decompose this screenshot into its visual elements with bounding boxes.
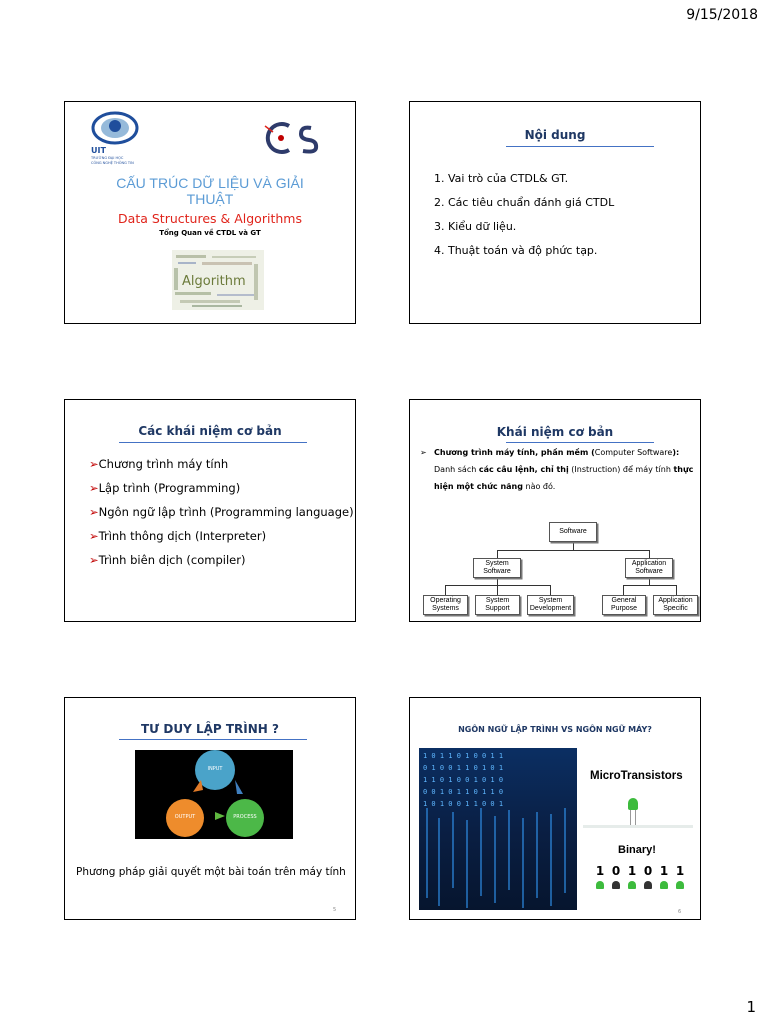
page-number: 1 — [746, 998, 756, 1016]
svg-text:1 0 1 0 0 1 1 0 0 1: 1 0 1 0 0 1 1 0 0 1 — [423, 800, 504, 808]
list-item: 1. Vai trò của CTDL& GT. — [434, 172, 569, 185]
system-development-node: System Development — [527, 595, 574, 615]
general-purpose-node: General Purpose — [602, 595, 646, 615]
output-label: OUTPUT — [174, 814, 196, 820]
system-software-node: System Software — [473, 558, 521, 578]
uit-logo — [89, 108, 145, 168]
wordcloud-algorithm-word: Algorithm — [182, 274, 246, 289]
connector-line — [497, 550, 649, 551]
uit-logo-text: UIT — [91, 146, 106, 155]
arrow-bullet-icon: ➢ — [89, 553, 99, 567]
application-software-node: Application Software — [625, 558, 673, 578]
system-support-node: System Support — [475, 595, 520, 615]
list-item: 2. Các tiêu chuẩn đánh giá CTDL — [434, 196, 615, 209]
slide-2-contents — [409, 101, 701, 324]
list-item: ➢Ngôn ngữ lập trình (Programming language) — [89, 505, 354, 519]
slide-3-heading: Các khái niệm cơ bản — [138, 424, 282, 438]
slide-3-concepts — [64, 399, 356, 622]
list-item: ➢Chương trình máy tính — [89, 457, 229, 471]
led-on-icon — [676, 881, 684, 889]
ipo-cycle-icon — [135, 750, 293, 839]
connector-line — [550, 585, 551, 595]
slide-1-title — [64, 101, 356, 324]
slide-5-heading: TƯ DUY LẬP TRÌNH ? — [141, 722, 279, 736]
cs-logo-icon — [261, 118, 331, 158]
matrix-rain-icon — [419, 748, 577, 910]
bit: 1 — [627, 864, 637, 878]
svg-text:0 1 0 0 1 1 0 1 0 1: 0 1 0 0 1 1 0 1 0 1 — [423, 764, 504, 772]
arrow-bullet-icon: ➢ — [89, 457, 99, 471]
slide-1-title-line2: THUẬT — [186, 191, 234, 207]
slide-2-heading: Nội dung — [524, 128, 586, 142]
slide-3-heading-underline — [119, 442, 307, 443]
connector-line — [623, 585, 624, 595]
slide-5-heading-underline — [119, 739, 307, 740]
svg-text:1 1 0 1 0 0 1 0 1 0: 1 1 0 1 0 0 1 0 1 0 — [423, 776, 504, 784]
slide-6-number: 6 — [678, 909, 682, 915]
bit: 1 — [659, 864, 669, 878]
led-off-icon — [612, 881, 620, 889]
bit: 1 — [595, 864, 605, 878]
arrow-bullet-icon: ➢ — [89, 481, 99, 495]
micro-divider — [583, 825, 693, 828]
led-on-icon — [596, 881, 604, 889]
arrow-bullet-icon: ➢ — [89, 505, 99, 519]
slide-4-heading-underline — [506, 442, 654, 443]
process-label: PROCESS — [233, 814, 257, 820]
arrow-bullet-icon: ➢ — [89, 529, 99, 543]
connector-line — [497, 550, 498, 558]
uit-logo-sub1: TRƯỜNG ĐẠI HỌC — [91, 156, 124, 160]
bit: 0 — [643, 864, 653, 878]
led-on-icon — [628, 881, 636, 889]
slide-5-caption: Phương pháp giải quyết một bài toán trên máy tính — [76, 866, 346, 878]
connector-line — [649, 550, 650, 558]
connector-line — [497, 578, 498, 585]
svg-text:0 0 1 0 1 1 0 1 1 0: 0 0 1 0 1 1 0 1 1 0 — [423, 788, 504, 796]
list-item: 4. Thuật toán và độ phức tạp. — [434, 244, 598, 257]
bit: 0 — [611, 864, 621, 878]
led-on-icon — [660, 881, 668, 889]
slide-4-software — [409, 399, 701, 622]
slide-4-paragraph: ➢ Chương trình máy tính, phần mềm (Computer Software): Danh sách các câu lệnh, chỉ thị (Instruction) để máy tính thực hiện một chức năng nào đó. — [434, 444, 696, 495]
led-bulb — [628, 798, 638, 810]
connector-line — [573, 542, 574, 550]
input-label: INPUT — [207, 766, 223, 772]
connector-line — [649, 578, 650, 585]
slide-1-caption: Tổng Quan về CTDL và GT — [159, 229, 261, 237]
software-node: Software — [549, 522, 597, 542]
slide-5-number: 5 — [333, 907, 337, 913]
application-specific-node: Application Specific — [653, 595, 698, 615]
algorithm-wordcloud — [172, 250, 264, 310]
connector-line — [445, 585, 446, 595]
slide-1-title-line1: CẤU TRÚC DỮ LIỆU VÀ GIẢI — [116, 175, 304, 191]
slide-3-list — [89, 452, 354, 572]
led-off-icon — [644, 881, 652, 889]
binary-digits — [593, 864, 693, 894]
date-header: 9/15/2018 — [686, 7, 758, 23]
binary-matrix-image — [419, 748, 577, 910]
slide-2-heading-underline — [506, 146, 654, 147]
ipo-diagram — [135, 750, 293, 839]
led-leg — [630, 810, 631, 825]
slide-5-thinking — [64, 697, 356, 920]
binary-label: Binary! — [618, 844, 656, 856]
slide-2-list — [434, 167, 614, 263]
microtransistors-label: MicroTransistors — [590, 770, 683, 782]
list-item: ➢Trình thông dịch (Interpreter) — [89, 529, 267, 543]
arrow-bullet-icon: ➢ — [420, 448, 427, 457]
svg-text:1 0 1 1 0 1 0 0 1 1: 1 0 1 1 0 1 0 0 1 1 — [423, 752, 504, 760]
led-leg — [635, 810, 636, 825]
connector-line — [676, 585, 677, 595]
slide-4-heading: Khái niệm cơ bản — [496, 425, 614, 439]
uit-emblem-icon — [89, 108, 141, 148]
transistor-led-icon — [627, 798, 639, 826]
slide-6-languages — [409, 697, 701, 920]
slide-1-subtitle: Data Structures & Algorithms — [118, 211, 302, 226]
list-item: ➢Trình biên dịch (compiler) — [89, 553, 246, 567]
cs-logo — [261, 118, 331, 158]
connector-line — [497, 585, 498, 595]
uit-logo-sub2: CÔNG NGHỆ THÔNG TIN — [91, 161, 134, 165]
list-item: ➢Lập trình (Programming) — [89, 481, 241, 495]
operating-systems-node: Operating Systems — [423, 595, 468, 615]
list-item: 3. Kiểu dữ liệu. — [434, 220, 517, 233]
connector-line — [623, 585, 676, 586]
slide-6-heading: NGÔN NGỮ LẬP TRÌNH VS NGÔN NGỮ MÁY? — [458, 725, 652, 734]
bit: 1 — [675, 864, 685, 878]
